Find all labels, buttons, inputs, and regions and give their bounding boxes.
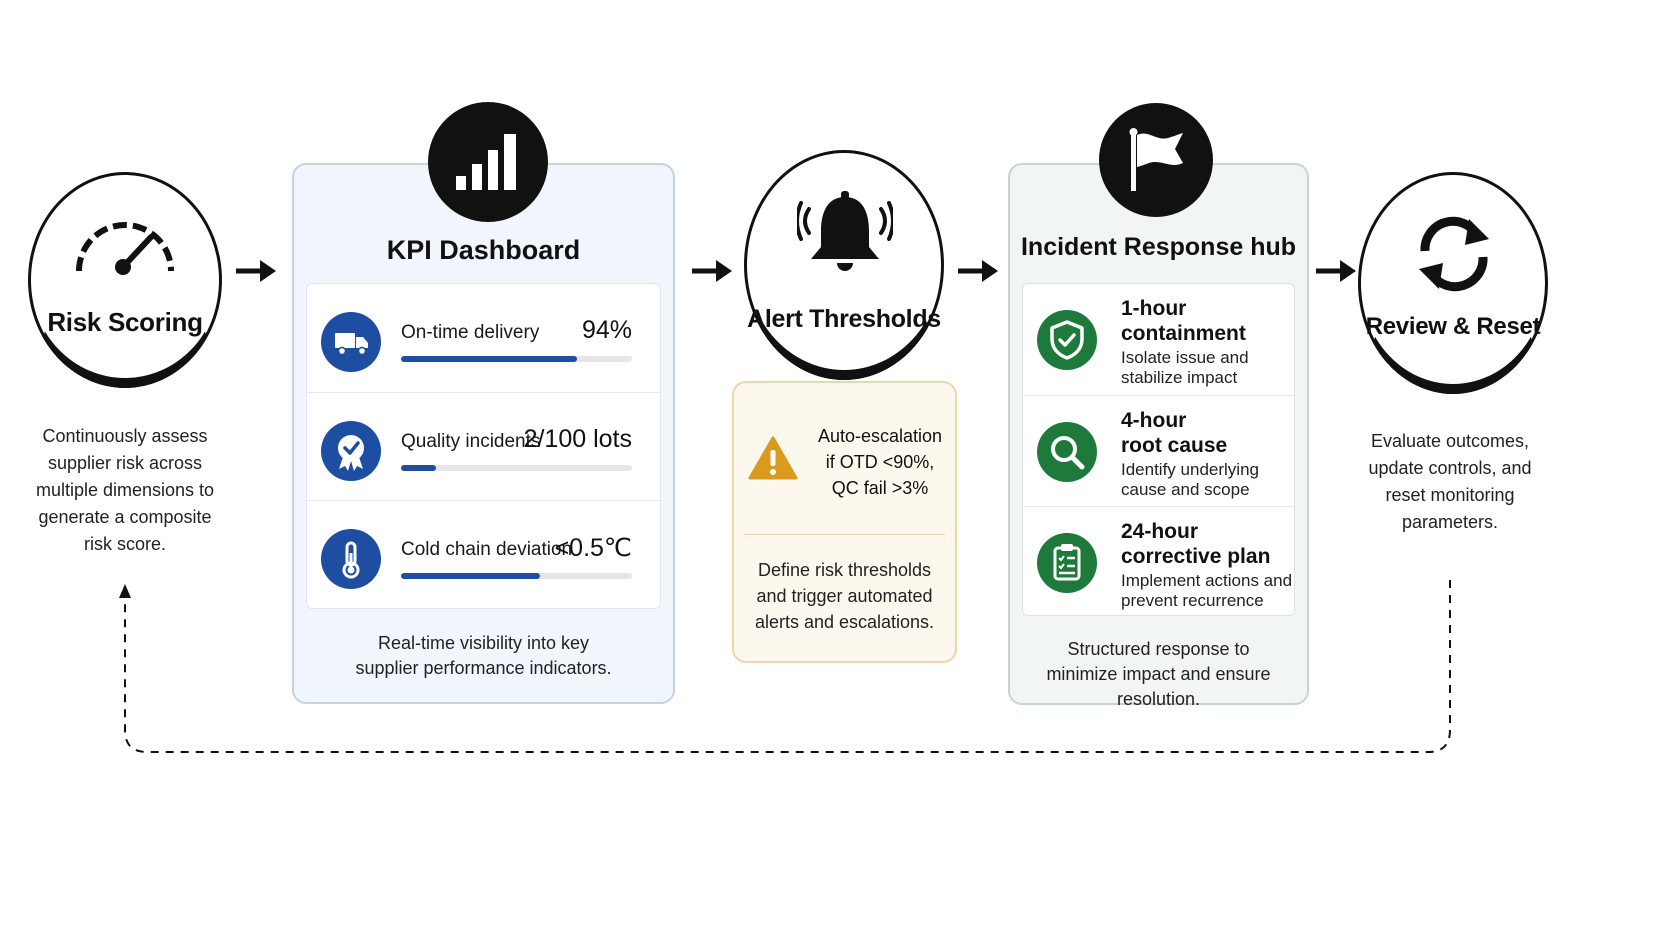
thermometer-icon	[321, 529, 381, 589]
review-reset-description: Evaluate outcomes, update controls, and reset monitoring parameters.	[1368, 431, 1532, 532]
kpi-progress-fill	[401, 573, 540, 579]
truck-icon	[321, 312, 381, 372]
risk-scoring-node	[28, 172, 222, 388]
kpi-row-cold-chain	[307, 500, 660, 609]
kpi-row-quality-incidents	[307, 392, 660, 501]
incident-response-panel	[1008, 163, 1309, 709]
quality-badge-icon	[321, 421, 381, 481]
alert-thresholds-title: Alert Thresholds	[747, 305, 941, 333]
incident-step-text: Implement actions and prevent recurrence	[1121, 571, 1293, 610]
alert-rule-panel	[732, 381, 957, 663]
incident-step-title: 4-hour root cause	[1121, 409, 1228, 457]
kpi-progress-track	[401, 573, 632, 579]
incident-step-text: Isolate issue and stabilize impact	[1121, 348, 1249, 387]
clipboard-checklist-icon	[1037, 533, 1097, 593]
flow-arrow	[234, 256, 278, 286]
incident-response-caption: Structured response to minimize impact and ensure resolution.	[1046, 639, 1271, 709]
risk-scoring-description: Continuously assess supplier risk across multiple dimensions to generate a composite risk score.	[35, 426, 215, 554]
incident-response-title: Incident Response hub	[1020, 233, 1297, 261]
alert-thresholds-node	[744, 150, 944, 380]
kpi-label: Cold chain deviation	[401, 539, 573, 560]
kpi-label: On-time delivery	[401, 322, 540, 343]
bar-chart-icon	[428, 102, 548, 222]
kpi-row-on-time-delivery	[307, 284, 660, 392]
kpi-dashboard-title: KPI Dashboard	[386, 235, 581, 265]
kpi-metrics-box	[306, 283, 661, 609]
kpi-label: Quality incidents	[401, 431, 541, 452]
flow-arrow	[1314, 256, 1358, 286]
flow-arrow	[956, 256, 1000, 286]
review-reset-node	[1358, 172, 1548, 394]
warning-icon	[748, 435, 798, 481]
speedometer-icon	[69, 209, 181, 279]
incident-steps-box	[1022, 283, 1295, 616]
kpi-progress-track	[401, 465, 632, 471]
kpi-progress-track	[401, 356, 632, 362]
kpi-value: 2/100 lots	[523, 425, 632, 453]
alert-rule-line: QC fail >3%	[831, 478, 929, 498]
alert-rule-line: if OTD <90%,	[825, 452, 935, 472]
alert-thresholds-description: Define risk thresholds and trigger automated alerts and escalations.	[754, 560, 935, 632]
shield-check-icon	[1037, 310, 1097, 370]
review-reset-title: Review & Reset	[1365, 313, 1541, 340]
incident-step	[1023, 506, 1294, 618]
kpi-progress-fill	[401, 465, 436, 471]
kpi-dashboard-panel	[292, 163, 675, 704]
flag-icon	[1099, 103, 1213, 217]
kpi-value: <0.5℃	[554, 534, 632, 562]
kpi-progress-fill	[401, 356, 577, 362]
incident-step	[1023, 395, 1294, 507]
flow-arrow	[690, 256, 734, 286]
kpi-dashboard-caption: Real-time visibility into key supplier performance indicators.	[355, 633, 612, 678]
incident-step-title: 1-hour containment	[1121, 297, 1246, 345]
alert-rule-text	[810, 423, 950, 501]
incident-step-title: 24-hour corrective plan	[1121, 520, 1271, 568]
bell-icon	[797, 191, 893, 281]
kpi-value: 94%	[581, 316, 632, 344]
refresh-icon	[1413, 213, 1495, 295]
alert-rule-line: Auto-escalation	[817, 426, 943, 446]
incident-step-text: Identify underlying cause and scope	[1121, 460, 1259, 499]
divider	[744, 534, 945, 535]
risk-scoring-title: Risk Scoring	[47, 307, 203, 337]
incident-step	[1023, 284, 1294, 395]
magnifier-icon	[1037, 422, 1097, 482]
